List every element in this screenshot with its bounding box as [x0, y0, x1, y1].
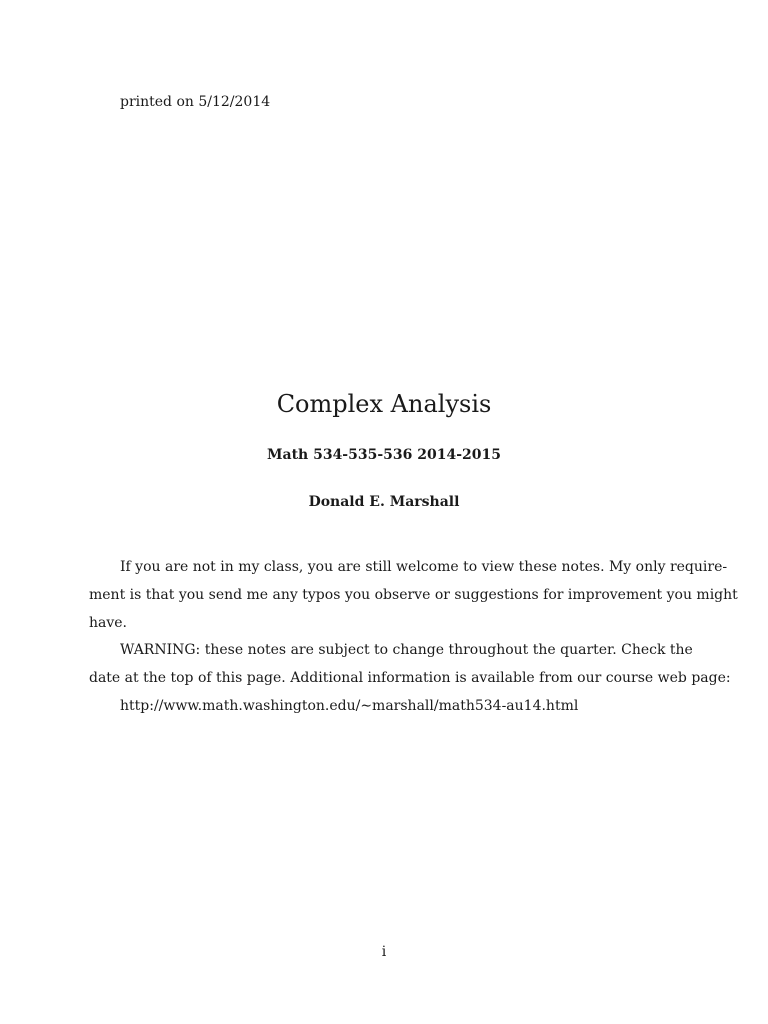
author-name: Donald E. Marshall: [308, 494, 460, 510]
printed-date: printed on 5/12/2014: [120, 94, 271, 110]
document-title: Complex Analysis: [276, 390, 492, 418]
page-number: i: [381, 944, 387, 960]
body-line-3: have.: [89, 615, 128, 631]
course-number: Math 534-535-536 2014-2015: [267, 447, 501, 463]
body-line-1: If you are not in my class, you are still welcome to view these notes. My only require-: [120, 559, 728, 575]
warning-line-2: date at the top of this page. Additional information is available from our course web page:: [89, 670, 731, 686]
course-web-link[interactable]: http://www.math.washington.edu/∼marshall/math534-au14.html: [120, 698, 579, 714]
body-line-2: ment is that you send me any typos you observe or suggestions for improvement you might: [89, 587, 738, 603]
warning-line-1: WARNING: these notes are subject to change throughout the quarter. Check the: [120, 642, 693, 658]
